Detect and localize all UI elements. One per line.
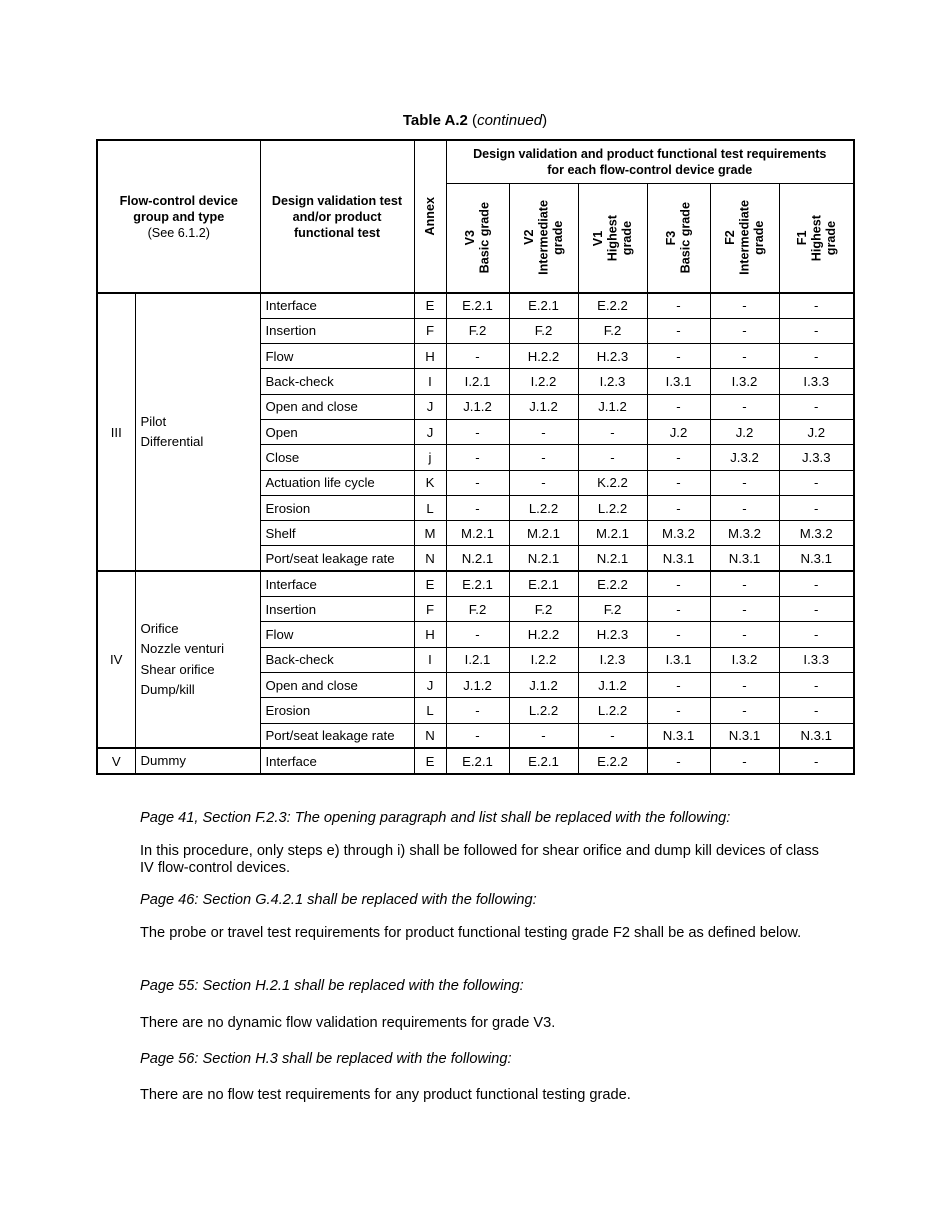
requirement-cell: N.3.1 — [710, 723, 779, 748]
header-annex — [414, 140, 446, 293]
requirement-cell: - — [710, 344, 779, 369]
note-instruction-2 — [140, 892, 820, 909]
requirement-cell: - — [710, 394, 779, 419]
requirement-cell: - — [710, 748, 779, 774]
annex-letter: F — [414, 597, 446, 622]
requirement-cell: - — [779, 748, 854, 774]
note-text: Page 56: Section H.3 shall be replaced with the following: — [140, 1051, 512, 1067]
note-text: The probe or travel test requirements for product functional testing grade F2 shall be as defined below. — [140, 925, 802, 941]
group-types — [135, 293, 260, 571]
requirement-cell: I.2.1 — [446, 369, 509, 394]
requirement-cell: N.3.1 — [779, 546, 854, 571]
header-grade-v2 — [509, 183, 578, 293]
annex-letter: E — [414, 293, 446, 318]
requirement-cell: - — [446, 723, 509, 748]
group-type-item: Orifice — [140, 620, 179, 636]
requirement-cell: - — [647, 344, 710, 369]
test-name: Flow — [260, 344, 414, 369]
grade-code: F3 — [664, 230, 678, 246]
requirement-cell: L.2.2 — [509, 495, 578, 520]
requirement-cell: - — [578, 723, 647, 748]
requirement-cell: - — [446, 419, 509, 444]
test-name: Close — [260, 445, 414, 470]
requirement-cell: - — [710, 698, 779, 723]
requirement-cell: I.2.1 — [446, 647, 509, 672]
requirement-cell: - — [647, 293, 710, 318]
header-test-line: functional test — [293, 225, 381, 240]
requirement-cell: H.2.3 — [578, 344, 647, 369]
grade-name-line: Intermediate — [536, 200, 551, 276]
group-type-item: Dump/kill — [140, 682, 195, 698]
annex-letter: K — [414, 470, 446, 495]
requirement-cell: E.2.1 — [446, 748, 509, 774]
requirement-cell: J.1.2 — [509, 394, 578, 419]
requirement-cell: - — [647, 622, 710, 647]
group-type-item: Pilot — [140, 413, 167, 429]
test-name: Back-check — [260, 369, 414, 394]
table-row — [97, 571, 854, 596]
requirement-cell: - — [647, 318, 710, 343]
requirement-cell: E.2.2 — [578, 571, 647, 596]
requirement-cell: L.2.2 — [509, 698, 578, 723]
requirement-cell: - — [647, 597, 710, 622]
grade-code: V2 — [521, 230, 536, 246]
requirement-cell: - — [779, 394, 854, 419]
requirement-cell: - — [710, 672, 779, 697]
note-body-3 — [140, 1015, 820, 1032]
requirement-cell: - — [647, 672, 710, 697]
header-grade-span — [446, 140, 854, 183]
test-name: Interface — [260, 571, 414, 596]
requirement-cell: - — [710, 318, 779, 343]
requirement-cell: J.2 — [779, 419, 854, 444]
group-types — [135, 748, 260, 774]
test-name: Insertion — [260, 318, 414, 343]
requirement-cell: N.2.1 — [578, 546, 647, 571]
annex-letter: J — [414, 394, 446, 419]
note-instruction-4 — [140, 1051, 820, 1068]
requirement-cell: - — [446, 344, 509, 369]
table-row — [97, 293, 854, 318]
requirement-cell: M.2.1 — [578, 521, 647, 546]
test-name: Open and close — [260, 394, 414, 419]
test-name: Shelf — [260, 521, 414, 546]
requirement-cell: M.2.1 — [509, 521, 578, 546]
grade-name-line: Highest — [605, 214, 620, 261]
grade-name-line: Basic grade — [678, 202, 693, 274]
table-title-suffix: continued — [477, 112, 543, 129]
requirement-cell: L.2.2 — [578, 495, 647, 520]
requirement-cell: - — [647, 698, 710, 723]
note-text: Page 46: Section G.4.2.1 shall be replaced with the following: — [140, 892, 537, 908]
requirement-cell: - — [647, 748, 710, 774]
requirement-cell: - — [446, 698, 509, 723]
requirement-cell: H.2.2 — [509, 344, 578, 369]
test-name: Erosion — [260, 698, 414, 723]
requirement-cell: - — [509, 723, 578, 748]
requirement-cell: - — [578, 445, 647, 470]
requirement-cell: E.2.2 — [578, 748, 647, 774]
note-instruction-3 — [140, 978, 820, 995]
requirement-cell: L.2.2 — [578, 698, 647, 723]
requirement-cell: H.2.2 — [509, 622, 578, 647]
note-text: Page 41, Section F.2.3: The opening paragraph and list shall be replaced with the following: — [140, 810, 731, 826]
annex-letter: I — [414, 369, 446, 394]
header-test-line: Design validation test — [271, 193, 403, 208]
requirement-cell: - — [509, 445, 578, 470]
test-name: Interface — [260, 293, 414, 318]
requirement-cell: J.1.2 — [578, 672, 647, 697]
grade-code: V3 — [463, 230, 477, 246]
note-text: Page 55: Section H.2.1 shall be replaced with the following: — [140, 978, 524, 994]
requirement-cell: J.2 — [647, 419, 710, 444]
requirement-cell: M.3.2 — [779, 521, 854, 546]
header-group-type-line: Flow-control device — [119, 193, 238, 208]
header-grade-f2 — [710, 183, 779, 293]
annex-letter: H — [414, 344, 446, 369]
requirement-cell: H.2.3 — [578, 622, 647, 647]
group-type-item: Nozzle venturi — [140, 641, 225, 657]
requirement-cell: I.2.3 — [578, 369, 647, 394]
note-text: There are no flow test requirements for any product functional testing grade. — [140, 1087, 631, 1103]
header-test-line: and/or product — [292, 209, 382, 224]
requirement-cell: - — [779, 318, 854, 343]
requirement-cell: - — [509, 470, 578, 495]
requirement-cell: M.3.2 — [710, 521, 779, 546]
requirement-cell: E.2.1 — [509, 571, 578, 596]
requirement-cell: - — [446, 495, 509, 520]
requirement-cell: M.3.2 — [647, 521, 710, 546]
requirement-cell: J.3.2 — [710, 445, 779, 470]
test-name: Port/seat leakage rate — [260, 546, 414, 571]
requirement-cell: F.2 — [446, 597, 509, 622]
requirement-cell: - — [647, 571, 710, 596]
requirement-cell: - — [779, 698, 854, 723]
group-type-item: Differential — [140, 434, 204, 450]
test-name: Open and close — [260, 672, 414, 697]
test-name: Open — [260, 419, 414, 444]
requirement-cell: - — [779, 293, 854, 318]
group-type-item: Shear orifice — [140, 661, 215, 677]
note-instruction-1 — [140, 810, 820, 827]
requirement-cell: - — [779, 571, 854, 596]
requirement-cell: J.2 — [710, 419, 779, 444]
note-body-2 — [140, 925, 820, 942]
group-number: V — [97, 748, 135, 774]
annex-letter: E — [414, 748, 446, 774]
annex-letter: M — [414, 521, 446, 546]
group-number: IV — [97, 571, 135, 748]
requirement-cell: - — [779, 622, 854, 647]
group-type-item: Dummy — [140, 753, 186, 769]
requirement-cell: - — [779, 470, 854, 495]
grade-name-line: Intermediate — [737, 200, 752, 276]
group-types — [135, 571, 260, 748]
requirement-cell: I.2.3 — [578, 647, 647, 672]
requirement-cell: - — [647, 394, 710, 419]
requirement-cell: K.2.2 — [578, 470, 647, 495]
requirement-cell: - — [578, 419, 647, 444]
header-grade-f3 — [647, 183, 710, 293]
requirement-cell: - — [446, 445, 509, 470]
requirement-cell: I.3.1 — [647, 647, 710, 672]
requirement-cell: N.3.1 — [647, 723, 710, 748]
requirement-cell: F.2 — [578, 597, 647, 622]
test-name: Actuation life cycle — [260, 470, 414, 495]
requirement-cell: F.2 — [578, 318, 647, 343]
table-title: Table A.2 (continued) — [402, 112, 548, 129]
annex-letter: J — [414, 419, 446, 444]
test-name: Insertion — [260, 597, 414, 622]
header-grade-f1 — [779, 183, 854, 293]
annex-letter: j — [414, 445, 446, 470]
grade-name-line: grade — [823, 220, 838, 255]
requirement-cell: - — [710, 571, 779, 596]
requirement-cell: I.2.2 — [509, 369, 578, 394]
test-name: Flow — [260, 622, 414, 647]
test-name: Port/seat leakage rate — [260, 723, 414, 748]
requirement-cell: I.3.2 — [710, 369, 779, 394]
header-grade-v1 — [578, 183, 647, 293]
requirement-cell: - — [710, 597, 779, 622]
grade-name-line: grade — [550, 220, 565, 255]
requirement-cell: F.2 — [509, 597, 578, 622]
requirement-cell: I.3.2 — [710, 647, 779, 672]
grade-name-line: Basic grade — [477, 202, 492, 274]
annex-letter: H — [414, 622, 446, 647]
requirement-cell: - — [779, 344, 854, 369]
requirement-cell: E.2.1 — [446, 293, 509, 318]
requirement-cell: - — [647, 470, 710, 495]
annex-letter: N — [414, 723, 446, 748]
annex-letter: N — [414, 546, 446, 571]
grade-name-line: grade — [619, 220, 634, 255]
requirement-cell: M.2.1 — [446, 521, 509, 546]
annex-letter: E — [414, 571, 446, 596]
requirement-cell: I.2.2 — [509, 647, 578, 672]
header-grade-span-line: for each flow-control device grade — [547, 162, 753, 177]
requirement-cell: I.3.1 — [647, 369, 710, 394]
header-grade-span-line: Design validation and product functional test requirements — [473, 146, 827, 161]
requirement-cell: - — [779, 597, 854, 622]
note-body-4 — [140, 1087, 820, 1104]
header-group-type-line: group and type — [133, 209, 225, 224]
requirement-cell: E.2.2 — [578, 293, 647, 318]
requirement-cell: - — [710, 622, 779, 647]
group-number: III — [97, 293, 135, 571]
requirement-cell: F.2 — [446, 318, 509, 343]
requirement-cell: J.1.2 — [578, 394, 647, 419]
annex-letter: J — [414, 672, 446, 697]
requirement-cell: - — [779, 672, 854, 697]
requirement-cell: - — [710, 495, 779, 520]
requirement-cell: - — [647, 495, 710, 520]
requirement-cell: - — [710, 470, 779, 495]
requirement-cell: E.2.1 — [509, 293, 578, 318]
header-group-type — [97, 140, 260, 293]
requirement-cell: N.2.1 — [509, 546, 578, 571]
annex-letter: I — [414, 647, 446, 672]
requirement-cell: E.2.1 — [446, 571, 509, 596]
requirement-cell: I.3.3 — [779, 647, 854, 672]
test-name: Back-check — [260, 647, 414, 672]
requirement-cell: N.3.1 — [779, 723, 854, 748]
requirement-cell: J.1.2 — [446, 672, 509, 697]
note-body-1 — [140, 843, 820, 877]
note-text: In this procedure, only steps e) through i) shall be followed for shear orifice and dump kill devices of class IV flow-control devices. — [140, 843, 819, 876]
requirement-cell: N.3.1 — [710, 546, 779, 571]
requirement-cell: - — [446, 622, 509, 647]
requirements-table — [96, 139, 855, 775]
test-name: Interface — [260, 748, 414, 774]
annex-letter: F — [414, 318, 446, 343]
requirement-cell: - — [446, 470, 509, 495]
requirement-cell: - — [779, 495, 854, 520]
grade-code: F2 — [722, 230, 737, 246]
header-test — [260, 140, 414, 293]
table-title-label: Table A.2 — [402, 112, 468, 129]
requirement-cell: - — [509, 419, 578, 444]
header-group-type-see: (See 6.1.2) — [147, 225, 210, 240]
requirement-cell: E.2.1 — [509, 748, 578, 774]
annex-letter: L — [414, 698, 446, 723]
requirement-cell: J.3.3 — [779, 445, 854, 470]
requirement-cell: J.1.2 — [446, 394, 509, 419]
requirement-cell: F.2 — [509, 318, 578, 343]
test-name: Erosion — [260, 495, 414, 520]
requirement-cell: N.3.1 — [647, 546, 710, 571]
header-annex-label: Annex — [422, 197, 437, 236]
annex-letter: L — [414, 495, 446, 520]
grade-name-line: Highest — [809, 214, 823, 261]
requirement-cell: I.3.3 — [779, 369, 854, 394]
requirement-cell: J.1.2 — [509, 672, 578, 697]
table-row — [97, 748, 854, 774]
grade-name-line: grade — [751, 220, 766, 255]
grade-code: V1 — [590, 230, 605, 246]
requirement-cell: N.2.1 — [446, 546, 509, 571]
requirement-cell: - — [647, 445, 710, 470]
requirement-cell: - — [710, 293, 779, 318]
header-grade-v3 — [446, 183, 509, 293]
note-text: There are no dynamic flow validation requirements for grade V3. — [140, 1015, 556, 1031]
grade-code: F1 — [794, 230, 809, 246]
